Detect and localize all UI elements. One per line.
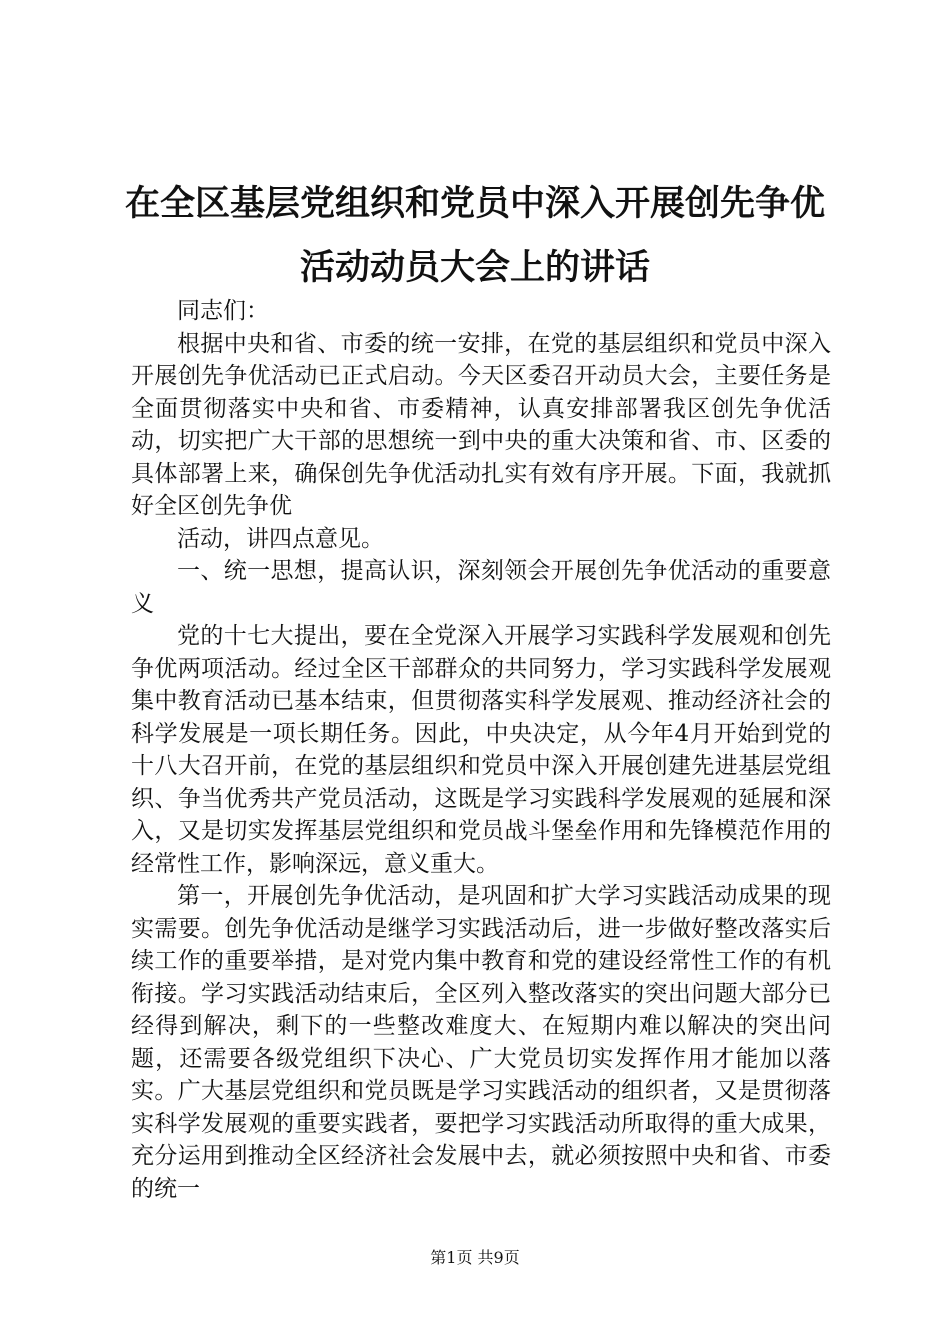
body-paragraph: 根据中央和省、市委的统一安排，在党的基层组织和党员中深入开展创先争优活动已正式启动。今天区委召开动员大会，主要任务是全面贯彻落实中央和省、市委精神，认真安排部署我区创先争优活动，切实把广大干部的思想统一到中央的重大决策和省、市、区委的具体部署上来，确保创先争优活动扎实有效有序开展。下面，我就抓好全区创先争优 (131, 330, 831, 519)
document-body (131, 295, 831, 1205)
page-number-footer: 第1页 共9页 (430, 1248, 520, 1267)
document-title-line1: 在全区基层党组织和党员中深入开展创先争优 (124, 184, 825, 224)
body-paragraph: 党的十七大提出，要在全党深入开展学习实践科学发展观和创先争优两项活动。经过全区干部群众的共同努力，学习实践科学发展观集中教育活动已基本结束，但贯彻落实科学发展观、推动经济社会的科学发展是一项长期任务。因此，中央决定，从今年4月开始到党的十八大召开前，在党的基层组织和党员中深入开展创建先进基层党组织、争当优秀共产党员活动，这既是学习实践科学发展观的延展和深入，又是切实发挥基层党组织和党员战斗堡垒作用和先锋模范作用的经常性工作，影响深远，意义重大。 (131, 623, 831, 877)
document-title-line2: 活动动员大会上的讲话 (299, 248, 650, 288)
section-heading: 一、统一思想，提高认识，深刻领会开展创先争优活动的重要意义 (131, 558, 831, 617)
salutation: 同志们： (177, 298, 269, 324)
body-paragraph: 第一，开展创先争优活动，是巩固和扩大学习实践活动成果的现实需要。创先争优活动是继学习实践活动后，进一步做好整改落实后续工作的重要举措，是对党内集中教育和党的建设经常性工作的有机衔接。学习实践活动结束后，全区列入整改落实的突出问题大部分已经得到解决，剩下的一些整改难度大、在短期内难以解决的突出问题，还需要各级党组织下决心、广大党员切实发挥作用才能加以落实。广大基层党组织和党员既是学习实践活动的组织者，又是贯彻落实科学发展观的重要实践者，要把学习实践活动所取得的重大成果，充分运用到推动全区经济社会发展中去，就必须按照中央和省、市委的统一 (131, 883, 831, 1202)
body-paragraph: 活动，讲四点意见。 (177, 525, 384, 552)
